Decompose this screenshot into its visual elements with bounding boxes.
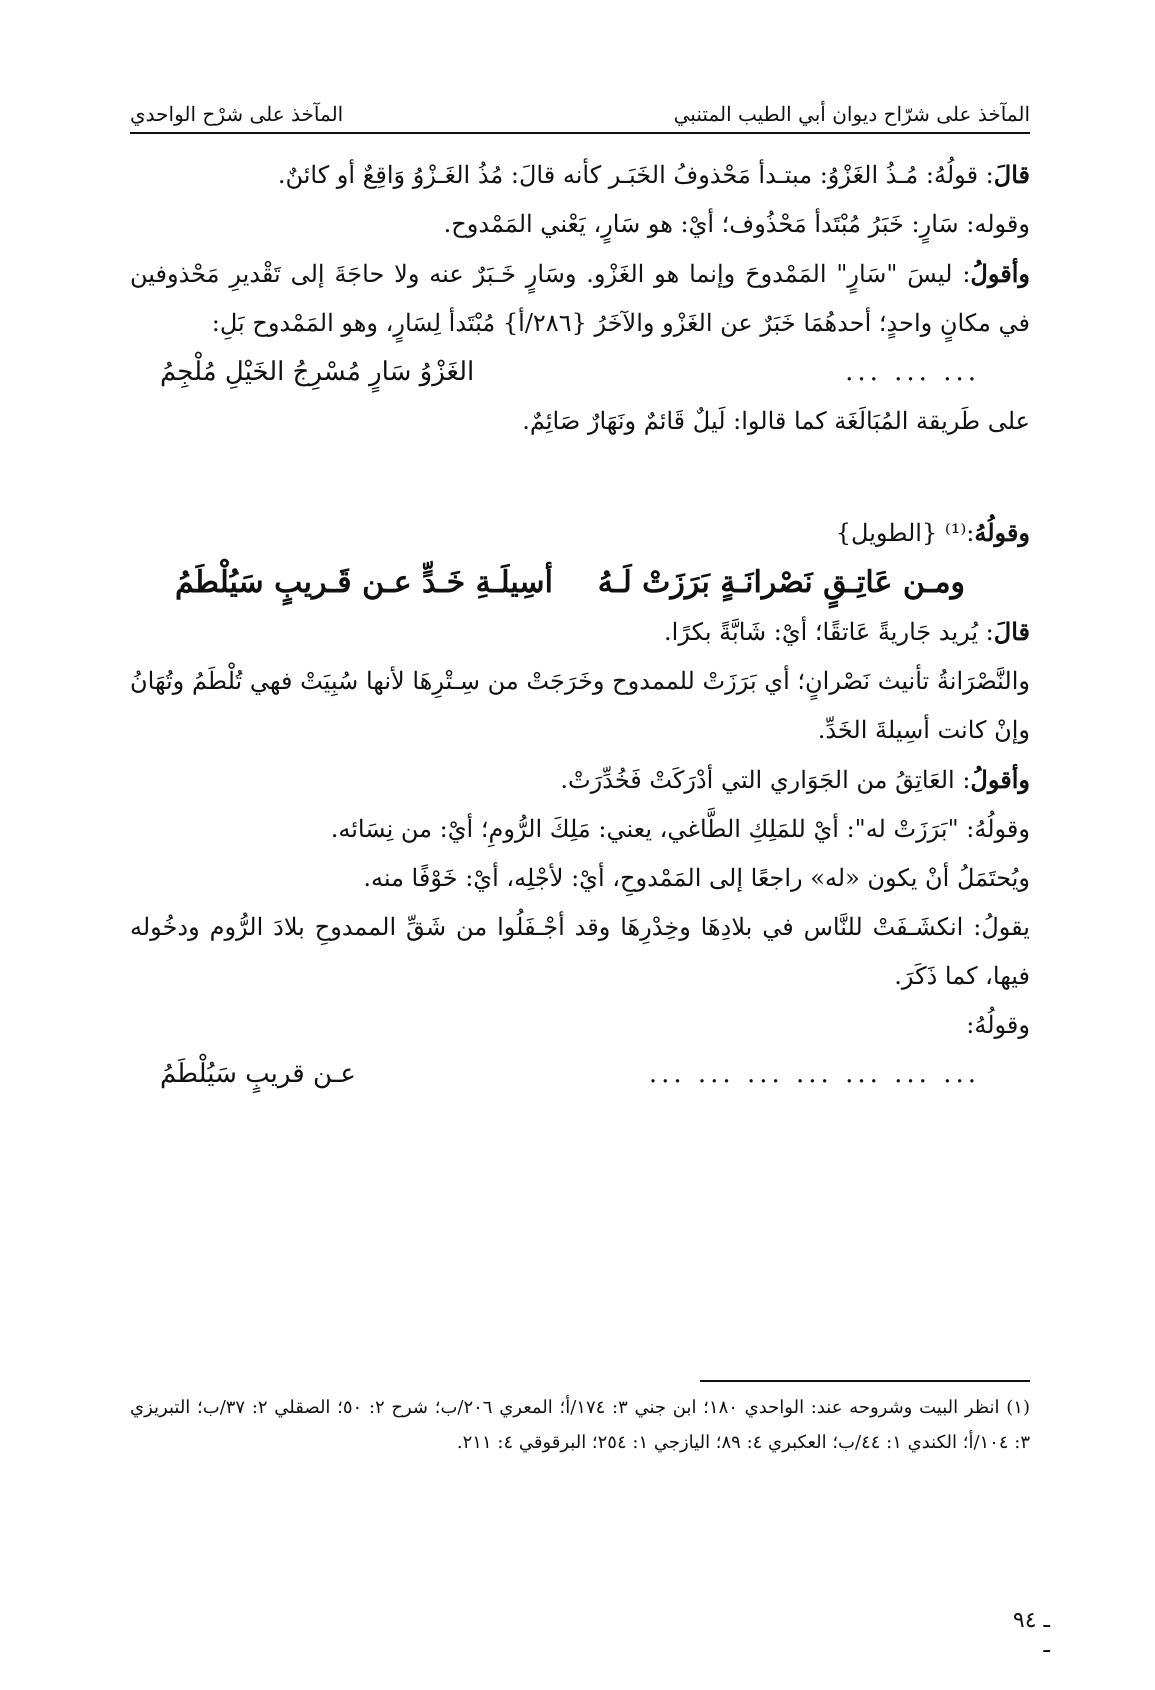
term-qala: قالَ <box>993 617 1030 646</box>
paragraph-barazat: وقولُهُ: "بَرَزَتْ له": أيْ للمَلِكِ الطَّاغي، يعني: مَلِكَ الرُّومِ؛ أيْ: من نِسَائه. <box>330 815 1030 843</box>
running-header <box>130 86 1030 134</box>
paragraph-nasrana: والنَّصْرَانةُ تأنيث نَصْرانٍ؛ أي بَرَزَتْ للممدوح وخَرَجَتْ من سِـتْرِهَا لأنها سُبِيَتْ فهي تُلْطَمُ وتُهَانُ وإنْ كانت أسِيلةَ الخَدِّ. <box>130 667 1030 744</box>
paragraph-text: : يُريد جَاريةً عَاتقًا؛ أيْ: شَابَّةً بكرًا. <box>664 618 994 646</box>
paragraph-text: : قولُهُ: مُـذُ الغَزْوُ: مبتـدأ مَحْذوفُ الخَبَـر كأنه قالَ: مُذُ الغَـزْوُ وَاقِعٌ أو كائنٌ. <box>277 161 994 189</box>
verse-second-hemistich: عـن قريبٍ سَيُلْطَمُ <box>160 1059 356 1089</box>
verse-line-3 <box>130 1050 1030 1099</box>
footnotes <box>130 1380 1030 1460</box>
verse-second-hemistich: الغَزْوُ سَارٍ مُسْرِجُ الخَيْلِ مُلْجِمُ <box>160 357 475 387</box>
verse-dots: ... ... ... ... ... ... ... <box>648 1059 980 1089</box>
paragraph-yaqul: يقولُ: انكشَـفَتْ للنَّاس في بلادِهَا وخِدْرِهَا وقد أجْـفَلُوا من شَقِّ الممدوحِ بلادَ الرُّوم ودخُوله فيها، كما ذَكَرَ. <box>130 913 1030 990</box>
footnote-1: (١) انظر البيت وشروحه عند: الواحدي ١٨٠؛ ابن جني ٣: ١٧٤/أ؛ المعري ٢٠٦/ب؛ شرح ٢: ٥٠؛ الصقلي ٢: ٣٧/ب؛ التبريزي ٣: ١٠٤/أ؛ الكندي ١: ٤٤/ب؛ العكبري ٤: ٨٩؛ اليازجي ١: ٢٥٤؛ البرقوقي ٤: ٢١١. <box>130 1397 1030 1453</box>
paragraph-aqulu-2 <box>130 755 1030 805</box>
verse-line-2 <box>130 558 1030 607</box>
section-gap <box>130 446 1030 508</box>
verse-first-hemistich: ومـن عَاتِـقٍ نَصْرانَـةٍ بَرَزَتْ لَـهُ <box>597 565 965 600</box>
header-section-title: المآخذ على شرْح الواحدي <box>130 102 344 126</box>
paragraph-qala-2 <box>130 607 1030 657</box>
meter-name: {الطويل} <box>835 519 945 547</box>
paragraph-qawluhu-sar: وقوله: سَارٍ: خَبَرُ مُبْتَدأ مَحْذُوف؛ أيْ: هو سَارٍ، يَعْني المَمْدوح. <box>443 210 1030 238</box>
term-aqulu: وأقولُ <box>970 259 1030 288</box>
header-book-title: المآخذ على شرّاح ديوان أبي الطيب المتنبي <box>673 102 1030 126</box>
verse-first-hemistich: ... ... ... <box>845 357 980 387</box>
term-qala: قالَ <box>993 160 1030 189</box>
paragraph-text: : ليسَ "سَارٍ" المَمْدوحَ وإنما هو الغَزْو. وسَارٍ خَـبَرٌ عنه ولا حاجَةَ إلى تَقْديرِ مَحْذوفين في مكانٍ واحدٍ؛ أحدهُمَا خَبَرٌ عن الغَزْو والآخَرُ {٢٨٦/أ} مُبْتَدأ لِسَارٍ، وهو المَمْدوح بَلِ: <box>130 260 1030 337</box>
verse-line-1 <box>130 348 1030 397</box>
term-qawluhu: وقولُهُ <box>974 518 1030 547</box>
paragraph-mubalagha: على طَريقة المُبَالَغَة كما قالوا: لَيلٌ قَائمٌ ونَهَارٌ صَائِمٌ. <box>522 407 1030 435</box>
term-aqulu: وأقولُ <box>970 765 1030 794</box>
paragraph-aqulu-1 <box>130 249 1030 348</box>
footnote-marker: :⁽¹⁾ <box>944 519 975 547</box>
paragraph-text: : العَاتِقُ من الجَوَاري التي أدْرَكَتْ فَخُدِّرَتْ. <box>560 766 971 794</box>
page-number: ـ ٩٤ ـ <box>1012 1608 1050 1658</box>
paragraph-qala-1 <box>130 150 1030 200</box>
paragraph-yuhtamal: ويُحتَمَلُ أنْ يكون «له» راجعًا إلى المَمْدوحِ، أيْ: لأجْلِه، أيْ: خَوْفًا منه. <box>363 864 1030 892</box>
footnote-rule <box>700 1380 1030 1382</box>
main-text <box>130 150 1030 1099</box>
paragraph-qawluhu-2: وقولُهُ: <box>966 1011 1030 1039</box>
verse-intro <box>130 508 1030 558</box>
verse-second-hemistich: أسِيلَـةِ خَـدٍّ عـن قَـريبٍ سَيُلْطَمُ <box>175 565 553 600</box>
